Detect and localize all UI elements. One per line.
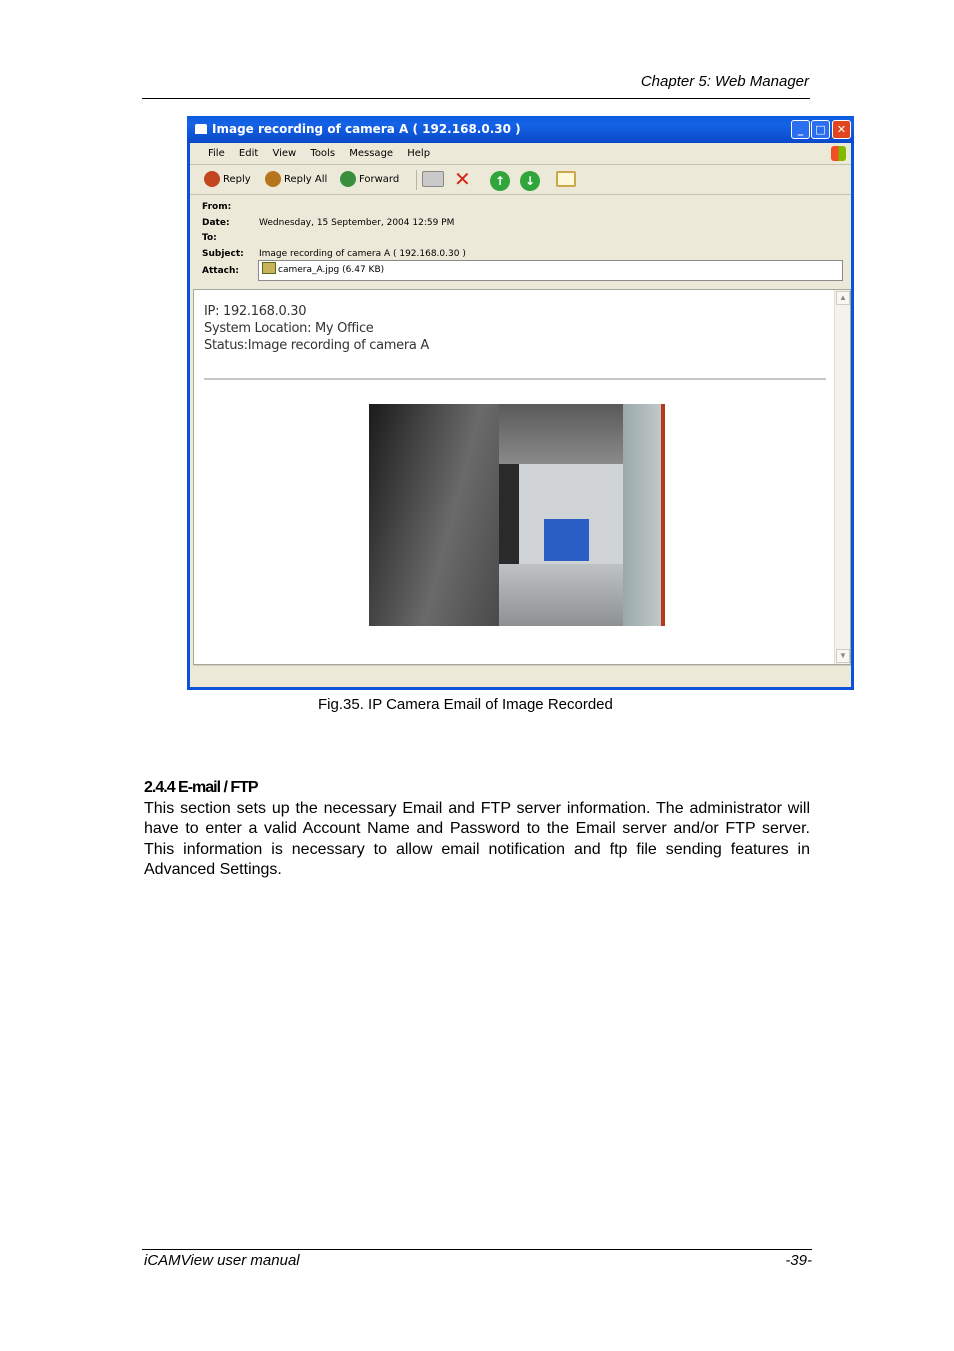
message-body xyxy=(193,289,851,665)
image-file-icon xyxy=(262,262,276,274)
menu-tools[interactable]: Tools xyxy=(310,148,336,159)
ip-line: IP: 192.168.0.30 xyxy=(204,304,307,319)
menu-message[interactable]: Message xyxy=(349,148,394,159)
body-divider xyxy=(204,378,826,380)
location-line: System Location: My Office xyxy=(204,321,374,336)
subject-row xyxy=(202,247,466,261)
status-bar xyxy=(193,665,851,687)
scroll-up-icon[interactable]: ▲ xyxy=(836,291,850,305)
footer-divider xyxy=(142,1249,812,1250)
address-book-button[interactable] xyxy=(556,171,576,189)
header-divider xyxy=(142,98,810,99)
attach-row xyxy=(202,264,259,278)
figure-caption: Fig.35. IP Camera Email of Image Recorded xyxy=(318,696,613,713)
attachment-name[interactable]: camera_A.jpg (6.47 KB) xyxy=(278,265,385,275)
from-row xyxy=(202,200,259,214)
status-line: Status:Image recording of camera A xyxy=(204,338,429,353)
print-button[interactable] xyxy=(422,171,444,189)
attach-label: Attach: xyxy=(202,266,239,276)
scroll-down-icon[interactable]: ▼ xyxy=(836,649,850,663)
message-text xyxy=(204,303,429,354)
footer-manual-title: iCAMView user manual xyxy=(144,1252,300,1269)
forward-label: Forward xyxy=(359,174,400,185)
envelope-icon xyxy=(195,124,207,134)
section-paragraph: This section sets up the necessary Email and FTP server information. The administrator will have to enter a valid Account Name and Password to the Email server and/or FTP server. This information is necessary to allow email notification and ftp file sending features in Advanced Settings. xyxy=(144,800,810,878)
close-button[interactable]: ✕ xyxy=(832,120,851,139)
chapter-header: Chapter 5: Web Manager xyxy=(640,73,809,90)
reply-icon xyxy=(204,171,220,187)
menu-edit[interactable]: Edit xyxy=(238,148,259,159)
attachment-box[interactable] xyxy=(258,260,843,281)
forward-button[interactable] xyxy=(340,171,399,189)
to-label: To: xyxy=(202,233,217,243)
next-button[interactable] xyxy=(520,171,540,189)
arrow-up-icon: ↑ xyxy=(490,171,510,191)
vertical-scrollbar[interactable] xyxy=(834,290,850,664)
camera-snapshot-image xyxy=(369,404,665,626)
email-window-screenshot xyxy=(187,116,854,690)
subject-label: Subject: xyxy=(202,249,244,259)
from-label: From: xyxy=(202,202,232,212)
delete-icon: ✕ xyxy=(454,167,471,191)
subject-value: Image recording of camera A ( 192.168.0.30 ) xyxy=(259,249,466,259)
forward-icon xyxy=(340,171,356,187)
printer-icon xyxy=(422,171,444,187)
toolbar-separator xyxy=(416,170,417,190)
menu-bar xyxy=(190,143,851,165)
window-title: Image recording of camera A ( 192.168.0.30 ) xyxy=(212,122,521,136)
menu-help[interactable]: Help xyxy=(407,148,431,159)
address-book-icon xyxy=(556,171,576,187)
delete-button[interactable] xyxy=(454,167,471,191)
date-value: Wednesday, 15 September, 2004 12:59 PM xyxy=(259,218,455,228)
message-header-fields xyxy=(190,196,851,288)
windows-logo-icon xyxy=(831,146,846,161)
reply-label: Reply xyxy=(223,174,251,185)
maximize-button[interactable]: □ xyxy=(811,120,830,139)
previous-button[interactable] xyxy=(490,171,510,189)
reply-all-icon xyxy=(265,171,281,187)
toolbar xyxy=(190,165,851,195)
date-row xyxy=(202,216,454,230)
to-row xyxy=(202,231,259,245)
menu-view[interactable]: View xyxy=(272,148,297,159)
section-title: 2.4.4 E-mail / FTP xyxy=(144,779,258,796)
page-number: -39- xyxy=(785,1252,812,1269)
menu-file[interactable]: File xyxy=(208,148,225,159)
minimize-button[interactable]: _ xyxy=(791,120,810,139)
arrow-down-icon: ↓ xyxy=(520,171,540,191)
reply-all-button[interactable] xyxy=(265,171,327,189)
date-label: Date: xyxy=(202,218,230,228)
window-titlebar xyxy=(187,116,854,143)
reply-all-label: Reply All xyxy=(284,174,328,185)
reply-button[interactable] xyxy=(204,171,251,189)
